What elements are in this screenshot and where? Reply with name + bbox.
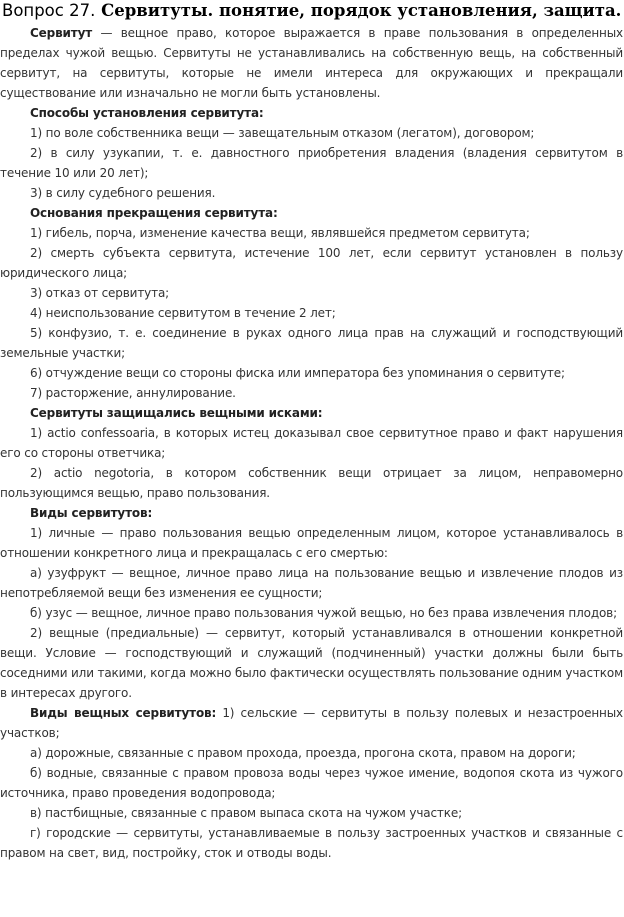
list-item: 6) отчуждение вещи со стороны фиска или императора без упоминания о сервитуте; <box>30 366 565 380</box>
list-item: 1) по воле собственника вещи — завещательным отказом (легатом), договором; <box>30 126 535 140</box>
intro-paragraph <box>0 23 623 103</box>
question-title: Сервитуты. понятие, порядок установления, защита. <box>95 1 622 20</box>
list-item: а) дорожные, связанные с правом прохода, проезда, прогона скота, правом на дороги; <box>30 746 576 760</box>
intro-text: — вещное право, которое выражается в праве пользования в определенных пределах чужой вещью. Сервитуты не устанавливались на собственную вещь, на собственный сервитут, на сервитуты, которые не имели интереса для окружающих и прекращали существование или изначально не могли быть установлены. <box>0 26 623 100</box>
list-item: 2) actio negotoria, в котором собственник вещи отрицает за лицом, неправомерно пользующимся вещью, право пользования. <box>0 466 623 500</box>
real-types-lead: 1) сельские — сервитуты в пользу полевых и незастроенных участков; <box>0 706 623 740</box>
document-body <box>0 23 624 863</box>
list-item: 2) в силу узукапии, т. е. давностного приобретения владения (владения сервитутом в течение 10 или 20 лет); <box>0 146 623 180</box>
real-types-heading: Виды вещных сервитутов: <box>30 706 217 720</box>
list-item: 3) отказ от сервитута; <box>30 286 170 300</box>
list-item: 1) личные — право пользования вещью определенным лицом, которое устанавливалось в отношении конкретного лица и прекращалась с его смертью: <box>0 526 623 560</box>
list-item: 4) неиспользование сервитутом в течение 2 лет; <box>30 306 336 320</box>
intro-term: Сервитут <box>30 26 93 40</box>
protection-heading: Сервитуты защищались вещными исками: <box>30 406 323 420</box>
list-item: 2) вещные (предиальные) — сервитут, который устанавливался в отношении конкретной вещи. Условие — господствующий и служащий (подчиненный) участки должны были быть соседними или такими, когда можно было фактически осуществлять пользование одним участком в интересах другого. <box>0 626 623 700</box>
real-types-paragraph <box>0 703 623 743</box>
question-number: Вопрос 27. <box>2 1 96 20</box>
list-item: 1) actio confessoaria, в которых истец доказывал свое сервитутное право и факт нарушения его со стороны ответчика; <box>0 426 623 460</box>
list-item: 1) гибель, порча, изменение качества вещи, являвшейся предметом сервитута; <box>30 226 530 240</box>
types-heading: Виды сервитутов: <box>30 506 153 520</box>
list-item: б) водные, связанные с правом провоза воды через чужое имение, водопоя скота из чужого источника, право проведения водопровода; <box>0 766 623 800</box>
list-item: 5) конфузио, т. е. соединение в руках одного лица прав на служащий и господствующий земельные участки; <box>0 326 623 360</box>
termination-heading: Основания прекращения сервитута: <box>30 206 278 220</box>
list-item: 3) в силу судебного решения. <box>30 186 216 200</box>
list-item: 7) расторжение, аннулирование. <box>30 386 236 400</box>
establishment-heading: Способы установления сервитута: <box>30 106 264 120</box>
page-title <box>0 0 624 23</box>
list-item: а) узуфрукт — вещное, личное право лица на пользование вещью и извлечение плодов из непотребляемой вещи без изменения ее сущности; <box>0 566 623 600</box>
list-item: б) узус — вещное, личное право пользования чужой вещью, но без права извлечения плодов; <box>30 606 617 620</box>
list-item: в) пастбищные, связанные с правом выпаса скота на чужом участке; <box>30 806 462 820</box>
list-item: 2) смерть субъекта сервитута, истечение 100 лет, если сервитут установлен в пользу юридического лица; <box>0 246 623 280</box>
list-item: г) городские — сервитуты, устанавливаемые в пользу застроенных участков и связанные с правом на свет, вид, постройку, сток и отводы воды. <box>0 826 623 860</box>
